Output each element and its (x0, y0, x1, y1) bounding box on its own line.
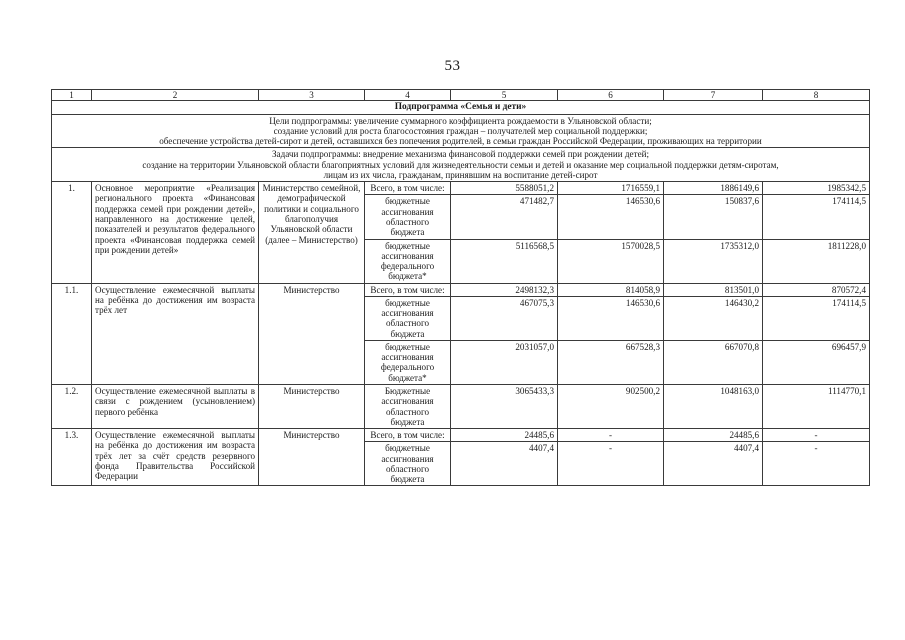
amount-cell: 814058,9 (558, 283, 664, 296)
amount-cell: 2031057,0 (451, 340, 558, 384)
funding-source: бюджетные ассигнования областного бюджета (365, 296, 451, 340)
activity-name: Осуществление ежемесячной выплаты на ребёнка до достижения им возраста трёх лет (92, 283, 259, 384)
column-number: 1 (52, 90, 92, 101)
funding-source: Всего, в том числе: (365, 429, 451, 442)
executor: Министерство (259, 283, 365, 384)
tasks-line: лицам из их числа, гражданам, принявшим на воспитание детей-сирот (323, 169, 598, 180)
amount-cell: 5588051,2 (451, 182, 558, 195)
amount-cell: 3065433,3 (451, 385, 558, 429)
column-number: 7 (664, 90, 763, 101)
amount-cell: 146430,2 (664, 296, 763, 340)
amount-cell: 1048163,0 (664, 385, 763, 429)
column-number: 4 (365, 90, 451, 101)
table-row (52, 182, 870, 195)
amount-cell: 150837,6 (664, 195, 763, 239)
amount-cell: 24485,6 (451, 429, 558, 442)
funding-source: бюджетные ассигнования областного бюджета (365, 195, 451, 239)
tasks-line: создание на территории Ульяновской области благоприятных условий для жизнедеятельности семьи и детей и оказание мер социальной поддержки детям-сиротам, (142, 159, 779, 170)
amount-cell: 696457,9 (763, 340, 870, 384)
amount-cell: - (763, 442, 870, 486)
amount-cell: 1985342,5 (763, 182, 870, 195)
funding-source: бюджетные ассигнования федерального бюджета* (365, 340, 451, 384)
table-row (52, 283, 870, 296)
amount-cell: 1114770,1 (763, 385, 870, 429)
tasks-row (52, 148, 870, 182)
amount-cell: 146530,6 (558, 195, 664, 239)
amount-cell: 1811228,0 (763, 239, 870, 283)
goals-row (52, 114, 870, 148)
amount-cell: - (763, 429, 870, 442)
amount-cell: 813501,0 (664, 283, 763, 296)
funding-source: Бюджетные ассигнования областного бюджета (365, 385, 451, 429)
funding-source: бюджетные ассигнования федерального бюджета* (365, 239, 451, 283)
amount-cell: 467075,3 (451, 296, 558, 340)
amount-cell: 667528,3 (558, 340, 664, 384)
funding-source: Всего, в том числе: (365, 182, 451, 195)
page-number: 53 (444, 58, 461, 74)
amount-cell: 667070,8 (664, 340, 763, 384)
amount-cell: - (558, 442, 664, 486)
column-number: 2 (92, 90, 259, 101)
amount-cell: 4407,4 (451, 442, 558, 486)
row-number: 1.3. (52, 429, 92, 486)
amount-cell: 1735312,0 (664, 239, 763, 283)
amount-cell: 24485,6 (664, 429, 763, 442)
funding-table (51, 89, 870, 486)
amount-cell: 1570028,5 (558, 239, 664, 283)
goals-line: создание условий для роста благосостояния граждан – получателей мер социальной поддержки; (273, 125, 648, 136)
amount-cell: 174114,5 (763, 296, 870, 340)
amount-cell: 1886149,6 (664, 182, 763, 195)
amount-cell: 146530,6 (558, 296, 664, 340)
executor: Министерство (259, 385, 365, 429)
amount-cell: 174114,5 (763, 195, 870, 239)
activity-name: Основное мероприятие «Реализация регионального проекта «Финансовая поддержка семей при рождении детей», направленного на достижение целей, показателей и результатов федерального проекта «Финансовая поддержка семей при рождении детей» (92, 182, 259, 283)
amount-cell: 471482,7 (451, 195, 558, 239)
amount-cell: 902500,2 (558, 385, 664, 429)
row-number: 1.2. (52, 385, 92, 429)
executor: Министерство (259, 429, 365, 486)
row-number: 1.1. (52, 283, 92, 384)
table-row (52, 429, 870, 442)
funding-source: бюджетные ассигнования областного бюджета (365, 442, 451, 486)
activity-name: Осуществление ежемесячной выплаты в связи с рождением (усыновлением) первого ребёнка (92, 385, 259, 429)
goals-line: обеспечение устройства детей-сирот и детей, оставшихся без попечения родителей, в семьи граждан Российской Федерации, проживающих на территории (159, 136, 762, 147)
amount-cell: 2498132,3 (451, 283, 558, 296)
column-number-row (52, 90, 870, 101)
subprogram-title: Подпрограмма «Семья и дети» (52, 101, 870, 115)
subprogram-title-row (52, 101, 870, 115)
row-number: 1. (52, 182, 92, 283)
executor: Министерство семейной, демографической политики и социального благополучия Ульяновской области (далее – Министерство) (259, 182, 365, 283)
amount-cell: 5116568,5 (451, 239, 558, 283)
amount-cell: - (558, 429, 664, 442)
subprogram-tasks (52, 148, 870, 182)
column-number: 6 (558, 90, 664, 101)
column-number: 8 (763, 90, 870, 101)
amount-cell: 1716559,1 (558, 182, 664, 195)
goals-line: Цели подпрограммы: увеличение суммарного коэффициента рождаемости в Ульяновской области; (269, 115, 652, 126)
tasks-line: Задачи подпрограммы: внедрение механизма финансовой поддержки семей при рождении детей; (271, 149, 650, 160)
funding-source: Всего, в том числе: (365, 283, 451, 296)
column-number: 5 (451, 90, 558, 101)
subprogram-goals (52, 114, 870, 148)
amount-cell: 870572,4 (763, 283, 870, 296)
amount-cell: 4407,4 (664, 442, 763, 486)
table-row (52, 385, 870, 429)
activity-name: Осуществление ежемесячной выплаты на ребёнка до достижения им возраста трёх лет за счёт средств резервного фонда Правительства Российской Федерации (92, 429, 259, 486)
column-number: 3 (259, 90, 365, 101)
